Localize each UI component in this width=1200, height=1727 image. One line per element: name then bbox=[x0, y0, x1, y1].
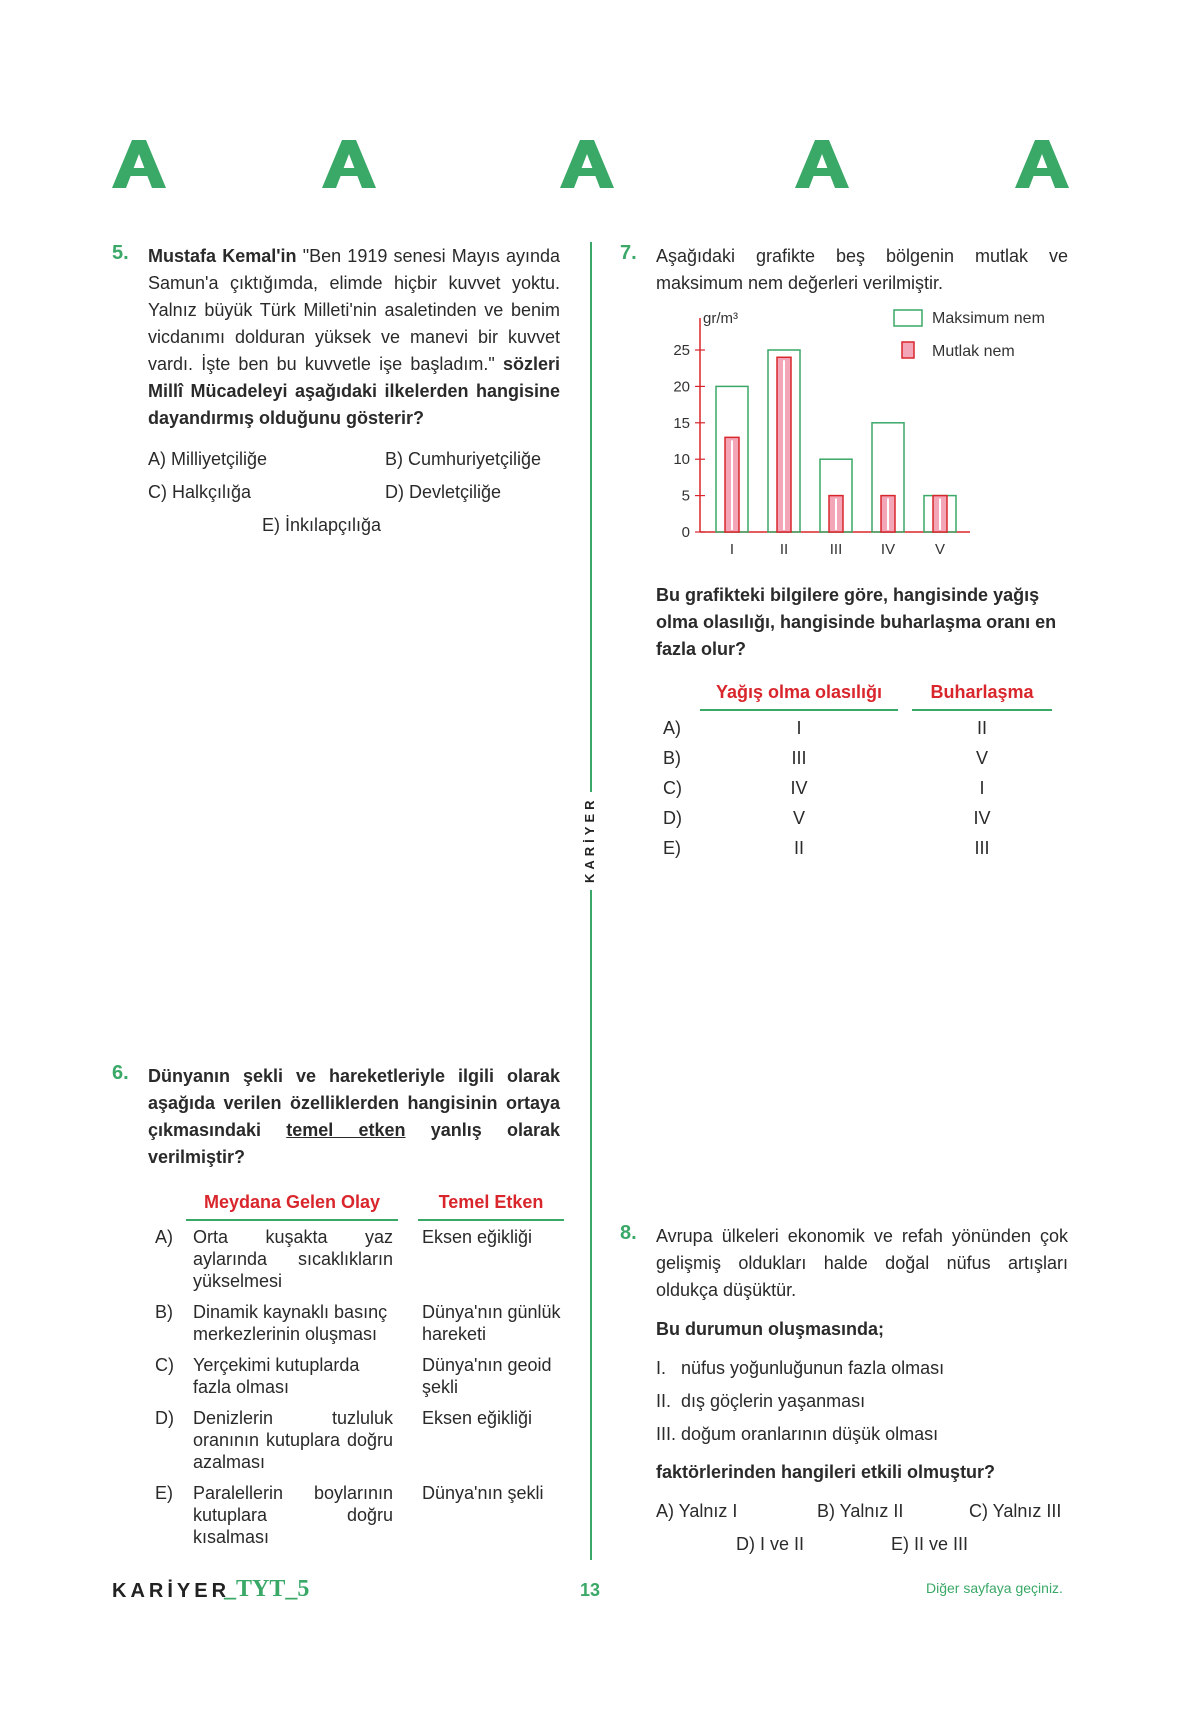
q8-option-c[interactable]: C) Yalnız III bbox=[969, 1501, 1062, 1521]
column-divider bbox=[590, 242, 592, 792]
q6-row-e-factor: Dünya'nın şekli bbox=[422, 1483, 544, 1503]
legend-max-swatch bbox=[894, 310, 922, 326]
x-tick-label: II bbox=[779, 541, 789, 558]
q8-option-b[interactable]: B) Yalnız II bbox=[817, 1501, 904, 1521]
q6-row-a-letter[interactable]: A) bbox=[155, 1227, 173, 1247]
x-tick-label: I bbox=[729, 541, 735, 558]
next-page-note: Diğer sayfaya geçiniz. bbox=[926, 1580, 1063, 1596]
q8-option-e[interactable]: E) II ve III bbox=[891, 1534, 969, 1554]
q7-header-evap: Buharlaşma bbox=[912, 682, 1052, 711]
q7-row-b-letter[interactable]: B) bbox=[663, 748, 681, 768]
q7-number: 7. bbox=[620, 242, 637, 264]
q6-row-e-event: Paralellerin boylarının kutuplara doğru kısalması bbox=[193, 1483, 393, 1547]
q7-row-e-evap: III bbox=[974, 838, 990, 858]
y-tick-label: 5 bbox=[681, 487, 690, 505]
q6-row-d-letter[interactable]: D) bbox=[155, 1408, 174, 1428]
q7-row-e-letter[interactable]: E) bbox=[663, 838, 681, 858]
letter-a-icon bbox=[322, 138, 376, 190]
q6-row-d-event: Denizlerin tuzluluk oranının kutuplara doğru azalması bbox=[193, 1408, 393, 1472]
x-tick-label: IV bbox=[880, 541, 896, 558]
q7-row-a-letter[interactable]: A) bbox=[663, 718, 681, 738]
q7-row-a-evap: II bbox=[976, 718, 987, 738]
q7-row-e-rain: II bbox=[793, 838, 804, 858]
q8-lead: Bu durumun oluşmasında; bbox=[656, 1319, 885, 1339]
legend-abs-label: Mutlak nem bbox=[932, 343, 1015, 360]
q8-question: faktörlerinden hangileri etkili olmuştur? bbox=[656, 1462, 996, 1482]
y-tick-label: 15 bbox=[673, 414, 690, 432]
q6-row-d-factor: Eksen eğikliği bbox=[422, 1408, 533, 1428]
q6-header-factor: Temel Etken bbox=[418, 1192, 564, 1221]
q7-row-d-rain: V bbox=[792, 808, 805, 828]
q5-option-b[interactable]: B) Cumhuriyetçiliğe bbox=[385, 449, 542, 469]
q6-row-c-letter[interactable]: C) bbox=[155, 1355, 174, 1375]
q5-option-c[interactable]: C) Halkçılığa bbox=[148, 482, 252, 502]
y-tick-label: 0 bbox=[681, 524, 690, 541]
q6-row-b-letter[interactable]: B) bbox=[155, 1302, 173, 1322]
q6-row-c-event: Yerçekimi kutuplarda fazla olması bbox=[193, 1355, 360, 1397]
q7-header-rain: Yağış olma olasılığı bbox=[700, 682, 898, 711]
q6-header-event: Meydana Gelen Olay bbox=[186, 1192, 398, 1221]
q6-row-a-event: Orta kuşakta yaz aylarında sıcaklıkların yükselmesi bbox=[193, 1227, 393, 1291]
divider-brand-text: KARİYER bbox=[582, 796, 597, 883]
x-tick-label: III bbox=[829, 541, 843, 558]
q7-row-b-evap: V bbox=[975, 748, 988, 768]
y-tick-label: 25 bbox=[673, 342, 690, 359]
q7-row-c-rain: IV bbox=[790, 778, 808, 798]
q7-text: Aşağıdaki grafikte beş bölgenin mutlak ve maksimum nem değerleri verilmiştir. bbox=[656, 246, 1068, 293]
letter-a-icon bbox=[795, 138, 849, 190]
footer-code: _TYT_5 bbox=[224, 1576, 310, 1602]
letter-a-icon bbox=[1015, 138, 1069, 190]
page-number: 13 bbox=[580, 1580, 601, 1600]
q6-text: Dünyanın şekli ve hareketleriyle ilgili olarak aşağıda verilen özelliklerden hangisinin ortaya çıkmasındaki temel etken yanlış olarak verilmiştir? bbox=[148, 1066, 560, 1167]
q7-row-c-letter[interactable]: C) bbox=[663, 778, 682, 798]
q5-option-d[interactable]: D) Devletçiliğe bbox=[385, 482, 502, 502]
column-divider bbox=[590, 890, 592, 1560]
q6-number: 6. bbox=[112, 1062, 129, 1084]
q6-row-b-event: Dinamik kaynaklı basınç merkezlerinin oluşması bbox=[193, 1302, 388, 1344]
q5-text: Mustafa Kemal'in "Ben 1919 senesi Mayıs ayında Samun'a çıktığımda, elimde hiçbir kuvvet yoktu. Yalnız büyük Türk Milleti'nin asaletinden ve benim vicdanımı dolduran yüksek ve manevi bir kuvvet vardı. İşte ben bu kuvvetle işe başladım." sözleri Millî Mücadeleyi aşağıdaki ilkelerden hangisine dayandırmış olduğunu gösterir? bbox=[148, 246, 560, 428]
q8-text: Avrupa ülkeleri ekonomik ve refah yönünden çok gelişmiş oldukları halde doğal nüfus artışları oldukça düşüktür. bbox=[656, 1226, 1068, 1300]
q8-number: 8. bbox=[620, 1222, 637, 1244]
letter-a-icon bbox=[112, 138, 166, 190]
legend-max-label: Maksimum nem bbox=[932, 310, 1045, 327]
q8-item-2: II. dış göçlerin yaşanması bbox=[656, 1391, 866, 1411]
q7-row-b-rain: III bbox=[791, 748, 807, 768]
q5-option-a[interactable]: A) Milliyetçiliğe bbox=[148, 449, 268, 469]
y-tick-label: 20 bbox=[673, 378, 690, 396]
q5-option-e[interactable]: E) İnkılapçılığa bbox=[262, 515, 382, 535]
q7-row-c-evap: I bbox=[979, 778, 985, 798]
y-tick-label: 10 bbox=[673, 451, 690, 469]
q8-option-d[interactable]: D) I ve II bbox=[736, 1534, 805, 1554]
q8-item-1: I. nüfus yoğunluğunun fazla olması bbox=[656, 1358, 945, 1378]
humidity-chart bbox=[640, 300, 1080, 570]
x-tick-label: V bbox=[934, 541, 946, 558]
q7-row-d-letter[interactable]: D) bbox=[663, 808, 682, 828]
q7-row-d-evap: IV bbox=[973, 808, 991, 828]
q5-number: 5. bbox=[112, 242, 129, 264]
q6-row-c-factor: Dünya'nın geoid şekli bbox=[422, 1355, 552, 1397]
footer-brand: KARİYER bbox=[112, 1580, 231, 1602]
q8-option-a[interactable]: A) Yalnız I bbox=[656, 1501, 738, 1521]
q6-row-e-letter[interactable]: E) bbox=[155, 1483, 173, 1503]
q6-row-b-factor: Dünya'nın günlük hareketi bbox=[422, 1302, 561, 1344]
letter-a-icon bbox=[560, 138, 614, 190]
q8-item-3: III. doğum oranlarının düşük olması bbox=[656, 1424, 939, 1444]
q7-row-a-rain: I bbox=[796, 718, 802, 738]
q6-row-a-factor: Eksen eğikliği bbox=[422, 1227, 533, 1247]
y-unit-label: gr/m³ bbox=[703, 310, 738, 327]
q7-question: Bu grafikteki bilgilere göre, hangisinde yağış olma olasılığı, hangisinde buharlaşma oranı en fazla olur? bbox=[656, 585, 1057, 659]
divider-brand bbox=[578, 795, 608, 885]
legend-abs-swatch bbox=[902, 342, 914, 358]
